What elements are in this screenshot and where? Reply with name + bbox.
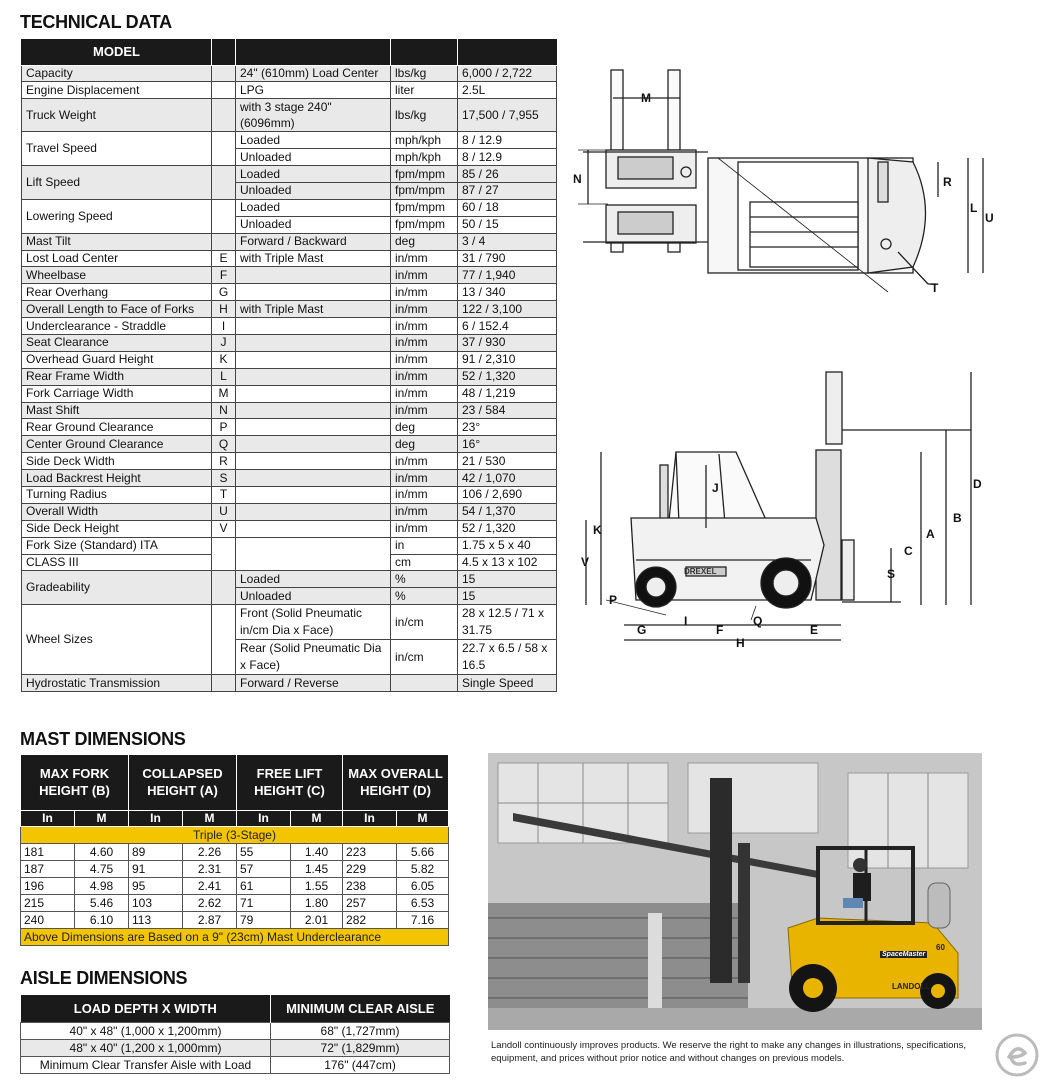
tech-label: Wheelbase — [22, 267, 212, 284]
mast-cell: 91 — [129, 860, 183, 877]
tech-value: 77 / 1,940 — [458, 267, 557, 284]
tech-label: Side Deck Height — [22, 520, 212, 537]
tech-label: Center Ground Clearance — [22, 436, 212, 453]
hydro-row — [22, 675, 557, 692]
tech-row — [22, 402, 557, 419]
tech-label: Rear Frame Width — [22, 368, 212, 385]
tech-unit: fpm/mpm — [391, 199, 458, 216]
tech-row — [22, 334, 557, 351]
tech-cell: Single Speed — [458, 675, 557, 692]
tech-cell: Wheel Sizes — [22, 605, 212, 675]
tech-desc: Unloaded — [236, 182, 391, 199]
tech-unit: deg — [391, 419, 458, 436]
mast-header-max-fork: MAX FORK HEIGHT (B) — [21, 755, 129, 810]
tech-unit: in/mm — [391, 301, 458, 318]
tech-row — [22, 351, 557, 368]
mast-row — [21, 843, 449, 860]
tech-desc: 24" (610mm) Load Center — [236, 65, 391, 82]
tech-row — [22, 166, 557, 183]
tech-code: T — [212, 486, 236, 503]
tech-cell: Loaded — [236, 571, 391, 588]
tech-value: 13 / 340 — [458, 284, 557, 301]
tech-code: Q — [212, 436, 236, 453]
forklift-photo — [488, 753, 982, 1030]
tech-value: 42 / 1,070 — [458, 470, 557, 487]
aisle-cell: Minimum Clear Transfer Aisle with Load — [21, 1056, 271, 1073]
tech-unit: fpm/mpm — [391, 166, 458, 183]
label-v: V — [581, 555, 590, 569]
tech-cell: 28 x 12.5 / 71 x 31.75 — [458, 605, 557, 640]
tech-code — [212, 65, 236, 82]
tech-value: 2.5L — [458, 82, 557, 99]
tech-row — [22, 132, 557, 149]
label-h: H — [736, 636, 745, 650]
tech-row — [22, 233, 557, 250]
tech-row — [22, 470, 557, 487]
tech-value: 52 / 1,320 — [458, 520, 557, 537]
tech-unit: liter — [391, 82, 458, 99]
tech-row — [22, 453, 557, 470]
mast-row — [21, 911, 449, 928]
tech-value: 21 / 530 — [458, 453, 557, 470]
tech-cell: 15 — [458, 571, 557, 588]
disclaimer-text: Landoll continuously improves products. We reserve the right to make any changes in illustrations, specifications, equipment, and prices without prior notice and without changes on previous models. — [491, 1040, 967, 1064]
mast-cell: 5.82 — [397, 860, 449, 877]
mast-unit: In — [343, 810, 397, 826]
tech-code — [212, 166, 236, 200]
aisle-row — [21, 1039, 450, 1056]
mast-cell: 6.05 — [397, 877, 449, 894]
mast-cell: 95 — [129, 877, 183, 894]
tech-cell: 1.75 x 5 x 40 — [458, 537, 557, 554]
tech-row — [22, 318, 557, 335]
label-a: A — [926, 527, 935, 541]
tech-label: Lift Speed — [22, 166, 212, 200]
mast-cell: 2.62 — [183, 894, 237, 911]
tech-value: 60 / 18 — [458, 199, 557, 216]
mast-cell: 2.01 — [291, 911, 343, 928]
tech-row — [22, 284, 557, 301]
fork-size-row — [22, 537, 557, 554]
mast-cell: 2.31 — [183, 860, 237, 877]
mast-cell: 238 — [343, 877, 397, 894]
tech-label: Engine Displacement — [22, 82, 212, 99]
tech-label: Side Deck Width — [22, 453, 212, 470]
label-p: P — [609, 593, 618, 607]
mast-cell: 5.46 — [75, 894, 129, 911]
label-q: Q — [753, 614, 763, 628]
tech-unit: lbs/kg — [391, 99, 458, 132]
tech-desc: Forward / Backward — [236, 233, 391, 250]
tech-desc: with 3 stage 240" (6096mm) — [236, 99, 391, 132]
mast-cell: 79 — [237, 911, 291, 928]
mast-cell: 4.98 — [75, 877, 129, 894]
aisle-row — [21, 1022, 450, 1039]
tech-code: L — [212, 368, 236, 385]
tech-unit: mph/kph — [391, 132, 458, 149]
tech-code: H — [212, 301, 236, 318]
mast-cell: 2.87 — [183, 911, 237, 928]
tech-label: Mast Shift — [22, 402, 212, 419]
tech-label: Lost Load Center — [22, 250, 212, 267]
tech-value: 91 / 2,310 — [458, 351, 557, 368]
mast-row — [21, 877, 449, 894]
tech-value: 37 / 930 — [458, 334, 557, 351]
tech-cell: 15 — [458, 588, 557, 605]
tech-desc: LPG — [236, 82, 391, 99]
tech-cell: cm — [391, 554, 458, 571]
tech-value: 8 / 12.9 — [458, 149, 557, 166]
mast-cell: 103 — [129, 894, 183, 911]
tech-value: 85 / 26 — [458, 166, 557, 183]
tech-unit: mph/kph — [391, 149, 458, 166]
mast-subtitle: Triple (3-Stage) — [21, 826, 449, 843]
aisle-header-clear: MINIMUM CLEAR AISLE — [271, 995, 450, 1022]
tech-code: U — [212, 503, 236, 520]
label-k: K — [593, 523, 602, 537]
tech-code: F — [212, 267, 236, 284]
model-badge: SpaceMaster — [882, 951, 926, 958]
tech-row — [22, 419, 557, 436]
tech-label: Underclearance - Straddle — [22, 318, 212, 335]
tech-cell: Rear (Solid Pneumatic Dia x Face) — [236, 640, 391, 675]
tech-unit: in/mm — [391, 284, 458, 301]
tech-desc — [236, 419, 391, 436]
tech-desc — [236, 486, 391, 503]
label-g: G — [637, 623, 647, 637]
tech-desc: Unloaded — [236, 216, 391, 233]
tech-row — [22, 385, 557, 402]
mast-subtitle-row — [21, 826, 449, 843]
tech-desc — [236, 402, 391, 419]
mast-cell: 89 — [129, 843, 183, 860]
tech-row — [22, 99, 557, 132]
brand-plate: DREXEL — [684, 567, 717, 576]
tech-value: 50 / 15 — [458, 216, 557, 233]
tech-unit: in/mm — [391, 368, 458, 385]
tech-desc: with Triple Mast — [236, 250, 391, 267]
tech-cell: in/cm — [391, 605, 458, 640]
mast-cell: 71 — [237, 894, 291, 911]
mast-unit: M — [183, 810, 237, 826]
tech-label: Lowering Speed — [22, 199, 212, 233]
tech-code: M — [212, 385, 236, 402]
tech-row — [22, 250, 557, 267]
tech-row — [22, 520, 557, 537]
tech-desc: Loaded — [236, 132, 391, 149]
tech-desc — [236, 436, 391, 453]
tech-code: R — [212, 453, 236, 470]
mast-unit: M — [291, 810, 343, 826]
tech-unit: in/mm — [391, 470, 458, 487]
mast-footnote-row — [21, 928, 449, 945]
label-t: T — [931, 281, 939, 295]
tech-label: Seat Clearance — [22, 334, 212, 351]
mast-cell: 223 — [343, 843, 397, 860]
tech-value: 106 / 2,690 — [458, 486, 557, 503]
tech-unit: deg — [391, 436, 458, 453]
tech-label: Mast Tilt — [22, 233, 212, 250]
mast-cell: 1.55 — [291, 877, 343, 894]
aisle-cell: 68" (1,727mm) — [271, 1022, 450, 1039]
label-s: S — [887, 567, 896, 581]
tech-label: Overall Length to Face of Forks — [22, 301, 212, 318]
tech-cell: Front (Solid Pneumatic in/cm Dia x Face) — [236, 605, 391, 640]
label-b: B — [953, 511, 962, 525]
tech-header-row — [22, 39, 557, 65]
tech-desc — [236, 385, 391, 402]
mast-cell: 4.60 — [75, 843, 129, 860]
tech-unit: in/mm — [391, 250, 458, 267]
tech-cell: 22.7 x 6.5 / 58 x 16.5 — [458, 640, 557, 675]
tech-unit: in/mm — [391, 334, 458, 351]
mast-cell: 4.75 — [75, 860, 129, 877]
tech-row — [22, 503, 557, 520]
label-c: C — [904, 544, 913, 558]
tech-code — [212, 199, 236, 233]
label-e: E — [810, 623, 819, 637]
tech-desc: Unloaded — [236, 149, 391, 166]
wheel-row — [22, 605, 557, 640]
tech-code — [212, 233, 236, 250]
tech-desc — [236, 520, 391, 537]
aisle-cell: 176" (447cm) — [271, 1056, 450, 1073]
mast-cell: 57 — [237, 860, 291, 877]
tech-cell: % — [391, 588, 458, 605]
tech-unit: in/mm — [391, 486, 458, 503]
tech-value: 17,500 / 7,955 — [458, 99, 557, 132]
tech-code: P — [212, 419, 236, 436]
tech-code: N — [212, 402, 236, 419]
aisle-cell: 48" x 40" (1,200 x 1,000mm) — [21, 1039, 271, 1056]
mast-cell: 7.16 — [397, 911, 449, 928]
tech-value: 23 / 584 — [458, 402, 557, 419]
mast-row — [21, 860, 449, 877]
tech-cell: Forward / Reverse — [236, 675, 391, 692]
tech-cell: CLASS III — [22, 554, 212, 571]
tech-unit: in/mm — [391, 318, 458, 335]
tech-label: Capacity — [22, 65, 212, 82]
mast-unit: In — [129, 810, 183, 826]
tech-code: G — [212, 284, 236, 301]
tech-label: Fork Carriage Width — [22, 385, 212, 402]
mast-header-free-lift: FREE LIFT HEIGHT (C) — [237, 755, 343, 810]
mast-cell: 282 — [343, 911, 397, 928]
label-r: R — [943, 175, 952, 189]
tech-desc — [236, 351, 391, 368]
equipment-logo-icon — [995, 1033, 1039, 1077]
tech-unit: fpm/mpm — [391, 216, 458, 233]
tech-code — [212, 132, 236, 166]
tech-desc — [236, 267, 391, 284]
tech-cell: Fork Size (Standard) ITA — [22, 537, 212, 554]
technical-data-table — [21, 39, 557, 692]
tech-row — [22, 436, 557, 453]
mast-cell: 61 — [237, 877, 291, 894]
tech-unit: in/mm — [391, 402, 458, 419]
mast-footnote: Above Dimensions are Based on a 9" (23cm) Mast Underclearance — [21, 928, 449, 945]
label-j: J — [712, 481, 719, 495]
tech-value: 6,000 / 2,722 — [458, 65, 557, 82]
label-f: F — [716, 623, 724, 637]
tech-unit: in/mm — [391, 385, 458, 402]
mast-header-collapsed: COLLAPSED HEIGHT (A) — [129, 755, 237, 810]
mast-cell: 6.53 — [397, 894, 449, 911]
tech-unit: in/mm — [391, 351, 458, 368]
tech-value: 48 / 1,219 — [458, 385, 557, 402]
tech-cell: Gradeability — [22, 571, 212, 605]
tech-cell: in/cm — [391, 640, 458, 675]
tech-code: S — [212, 470, 236, 487]
tech-desc: Loaded — [236, 199, 391, 216]
side-view-diagram — [576, 370, 1016, 655]
mast-cell: 55 — [237, 843, 291, 860]
tech-value: 52 / 1,320 — [458, 368, 557, 385]
tech-desc — [236, 318, 391, 335]
aisle-header-load: LOAD DEPTH X WIDTH — [21, 995, 271, 1022]
label-d: D — [973, 477, 982, 491]
label-u: U — [985, 211, 994, 225]
tech-row — [22, 82, 557, 99]
mast-cell: 2.41 — [183, 877, 237, 894]
tech-label: Load Backrest Height — [22, 470, 212, 487]
badge-number: 60 — [936, 943, 945, 952]
tech-unit: in/mm — [391, 453, 458, 470]
mast-cell: 257 — [343, 894, 397, 911]
gradeability-row — [22, 571, 557, 588]
mast-cell: 1.80 — [291, 894, 343, 911]
mast-dimensions-title: MAST DIMENSIONS — [20, 729, 186, 749]
tech-value: 54 / 1,370 — [458, 503, 557, 520]
tech-code: J — [212, 334, 236, 351]
tech-desc — [236, 284, 391, 301]
tech-label: Overhead Guard Height — [22, 351, 212, 368]
tech-value: 16° — [458, 436, 557, 453]
mast-cell: 2.26 — [183, 843, 237, 860]
tech-label: Truck Weight — [22, 99, 212, 132]
mast-row — [21, 894, 449, 911]
aisle-dimensions-table — [20, 995, 450, 1074]
tech-desc — [236, 453, 391, 470]
tech-value: 8 / 12.9 — [458, 132, 557, 149]
tech-value: 23° — [458, 419, 557, 436]
model-header: MODEL — [22, 39, 212, 65]
mast-unit: In — [21, 810, 75, 826]
tech-cell: Hydrostatic Transmission — [22, 675, 212, 692]
tech-unit: in/mm — [391, 503, 458, 520]
mast-cell: 1.45 — [291, 860, 343, 877]
tech-row — [22, 199, 557, 216]
tech-code — [212, 99, 236, 132]
mast-cell: 6.10 — [75, 911, 129, 928]
tech-cell: in — [391, 537, 458, 554]
brand-decal: LANDOLL — [892, 982, 931, 991]
mast-unit: In — [237, 810, 291, 826]
mast-cell: 181 — [21, 843, 75, 860]
tech-cell: % — [391, 571, 458, 588]
tech-unit: deg — [391, 233, 458, 250]
mast-header-max-overall: MAX OVERALL HEIGHT (D) — [343, 755, 449, 810]
tech-row — [22, 486, 557, 503]
aisle-dimensions-title: AISLE DIMENSIONS — [20, 968, 188, 988]
tech-value: 87 / 27 — [458, 182, 557, 199]
mast-cell: 187 — [21, 860, 75, 877]
tech-unit: in/mm — [391, 267, 458, 284]
mast-dimensions-table — [20, 755, 449, 946]
mast-unit: M — [397, 810, 449, 826]
top-view-diagram — [568, 62, 1008, 307]
tech-row — [22, 301, 557, 318]
tech-value: 122 / 3,100 — [458, 301, 557, 318]
tech-value: 3 / 4 — [458, 233, 557, 250]
aisle-cell: 40" x 48" (1,000 x 1,200mm) — [21, 1022, 271, 1039]
label-n: N — [573, 172, 582, 186]
aisle-cell: 72" (1,829mm) — [271, 1039, 450, 1056]
mast-cell: 196 — [21, 877, 75, 894]
tech-unit: fpm/mpm — [391, 182, 458, 199]
tech-desc — [236, 503, 391, 520]
tech-row — [22, 65, 557, 82]
label-i: I — [684, 614, 688, 628]
tech-label: Overall Width — [22, 503, 212, 520]
label-l: L — [970, 201, 978, 215]
mast-cell: 229 — [343, 860, 397, 877]
mast-cell: 215 — [21, 894, 75, 911]
tech-desc — [236, 334, 391, 351]
label-m: M — [641, 91, 651, 105]
tech-desc: Loaded — [236, 166, 391, 183]
mast-cell: 240 — [21, 911, 75, 928]
tech-desc — [236, 368, 391, 385]
tech-code — [212, 82, 236, 99]
tech-row — [22, 368, 557, 385]
tech-code: E — [212, 250, 236, 267]
tech-value: 6 / 152.4 — [458, 318, 557, 335]
tech-cell: Unloaded — [236, 588, 391, 605]
tech-label: Travel Speed — [22, 132, 212, 166]
mast-cell: 113 — [129, 911, 183, 928]
tech-code: K — [212, 351, 236, 368]
mast-unit: M — [75, 810, 129, 826]
technical-data-title: TECHNICAL DATA — [20, 12, 172, 32]
tech-row — [22, 267, 557, 284]
tech-code: V — [212, 520, 236, 537]
tech-desc: with Triple Mast — [236, 301, 391, 318]
mast-cell: 1.40 — [291, 843, 343, 860]
tech-unit: in/mm — [391, 520, 458, 537]
aisle-row — [21, 1056, 450, 1073]
tech-unit: lbs/kg — [391, 65, 458, 82]
tech-cell: 4.5 x 13 x 102 — [458, 554, 557, 571]
tech-desc — [236, 470, 391, 487]
tech-label: Turning Radius — [22, 486, 212, 503]
mast-cell: 5.66 — [397, 843, 449, 860]
tech-label: Rear Overhang — [22, 284, 212, 301]
tech-label: Rear Ground Clearance — [22, 419, 212, 436]
tech-code: I — [212, 318, 236, 335]
tech-value: 31 / 790 — [458, 250, 557, 267]
